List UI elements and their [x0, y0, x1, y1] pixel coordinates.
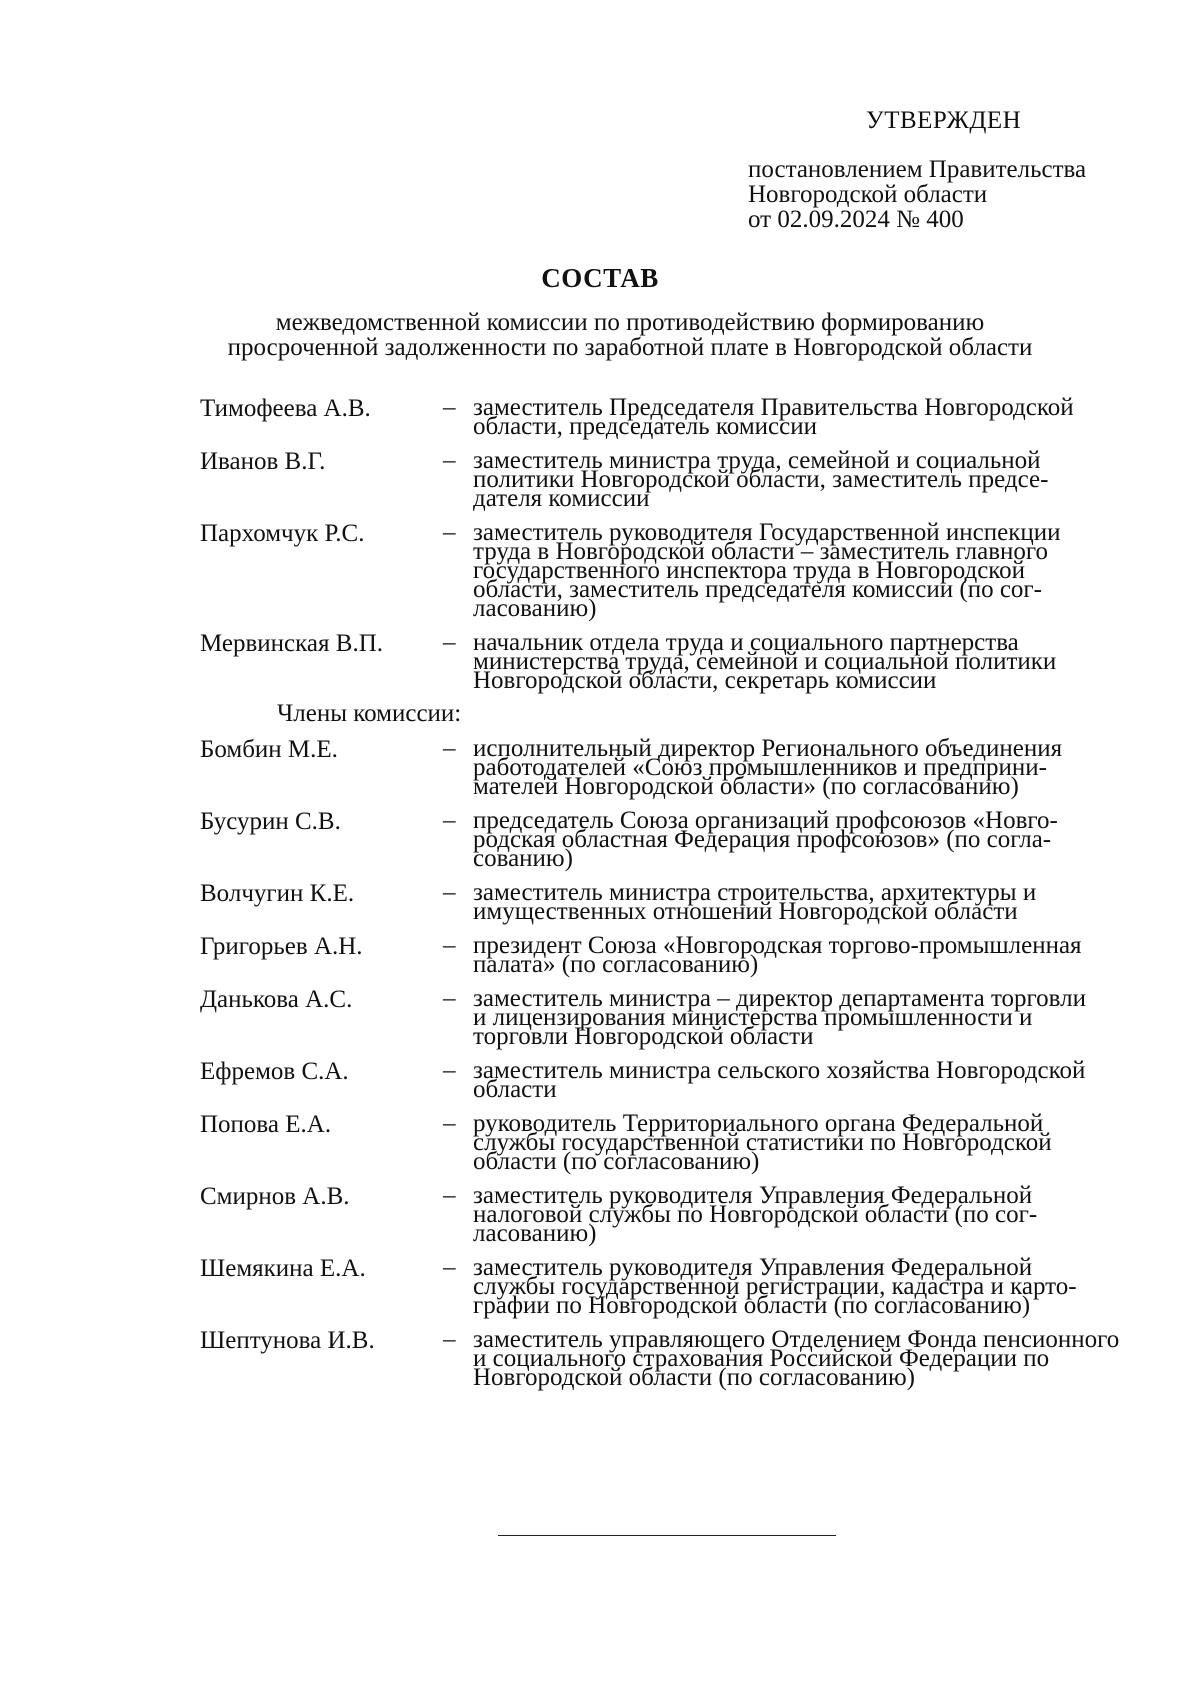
person-name: Шемякина Е.А.	[200, 1255, 366, 1282]
role-line: дателя комиссии	[473, 485, 650, 512]
role-line: палата» (по согласованию)	[473, 951, 759, 978]
role-line: заместитель министра сельского хозяйства Новгородской	[473, 1057, 1086, 1084]
person-role	[473, 1110, 1133, 1175]
role-line: политики Новгородской области, заместитель предсе-	[473, 466, 1049, 493]
commission-entry	[200, 519, 1160, 622]
dash-separator: –	[443, 807, 456, 834]
commission-entry	[200, 932, 1160, 978]
role-line: заместитель министра строительства, архитектуры и	[473, 879, 1037, 906]
person-name: Бомбин М.Е.	[200, 736, 338, 763]
role-line: торговли Новгородской области	[473, 1023, 814, 1050]
role-line: Новгородской области, секретарь комиссии	[473, 667, 937, 694]
role-line: работодателей «Союз промышленников и предприни-	[473, 754, 1047, 781]
commission-entry	[200, 1110, 1160, 1175]
role-line: заместитель министра – директор департамента торговли	[473, 985, 1087, 1012]
person-role	[473, 879, 1133, 925]
person-name: Шептунова И.В.	[200, 1327, 375, 1354]
role-line: родская областная Федерация профсоюзов» (по согла-	[473, 826, 1052, 853]
role-line: области	[473, 1076, 557, 1103]
person-name: Григорьев А.Н.	[200, 933, 363, 960]
person-role	[473, 807, 1133, 872]
role-line: службы государственной статистики по Новгородской	[473, 1129, 1052, 1156]
commission-entry	[200, 985, 1160, 1050]
role-line: налоговой службы по Новгородской области (по сог-	[473, 1201, 1038, 1228]
document-subtitle	[180, 310, 1080, 360]
role-line: председатель Союза организаций профсоюзов «Новго-	[473, 807, 1058, 834]
approval-block	[748, 108, 1168, 232]
approval-line: постановлением Правительства	[748, 156, 1087, 183]
person-name: Мервинская В.П.	[200, 630, 383, 657]
commission-entry	[200, 1182, 1160, 1247]
subtitle-line: межведомственной комиссии по противодействию формированию	[275, 309, 985, 336]
person-role	[473, 932, 1133, 978]
person-role	[473, 735, 1133, 800]
person-name: Ефремов С.А.	[200, 1058, 349, 1085]
person-role	[473, 1182, 1133, 1247]
person-role	[473, 1326, 1133, 1391]
role-line: министерства труда, семейной и социальной политики	[473, 648, 1057, 675]
commission-entry	[200, 807, 1160, 872]
person-name: Смирнов А.В.	[200, 1183, 350, 1210]
dash-separator: –	[443, 735, 456, 762]
role-line: Новгородской области (по согласованию)	[473, 1364, 915, 1391]
commission-entry	[200, 735, 1160, 800]
role-line: области, председатель комиссии	[473, 413, 817, 440]
role-line: труда в Новгородской области – заместитель главного	[473, 538, 1049, 565]
dash-separator: –	[443, 1326, 456, 1353]
person-name: Бусурин С.В.	[200, 808, 341, 835]
dash-separator: –	[443, 1182, 456, 1209]
role-line: исполнительный директор Регионального объединения	[473, 735, 1063, 762]
person-role	[473, 394, 1133, 440]
dash-separator: –	[443, 519, 456, 546]
role-line: заместитель Председателя Правительства Новгородской	[473, 394, 1074, 421]
role-line: ласованию)	[473, 595, 597, 622]
dash-separator: –	[443, 1254, 456, 1281]
person-name: Пархомчук Р.С.	[200, 520, 365, 547]
members-label: Члены комиссии:	[277, 700, 462, 727]
person-name: Волчугин К.Е.	[200, 880, 355, 907]
leadership-section	[200, 394, 1160, 694]
commission-entry	[200, 447, 1160, 512]
role-line: сованию)	[473, 845, 573, 872]
dash-separator: –	[443, 394, 456, 421]
closing-rule	[498, 1535, 836, 1536]
person-name: Данькова А.С.	[200, 986, 353, 1013]
person-name: Попова Е.А.	[200, 1111, 332, 1138]
role-line: области, заместитель председателя комиссии (по сог-	[473, 576, 1043, 603]
commission-list	[200, 394, 1160, 1402]
commission-entry	[200, 629, 1160, 694]
approval-stamp-title: УТВЕРЖДЕН	[866, 107, 1022, 134]
approval-line: Новгородской области	[748, 181, 988, 208]
role-line: службы государственной регистрации, кадастра и карто-	[473, 1273, 1077, 1300]
commission-entry	[200, 1057, 1160, 1103]
role-line: ласованию)	[473, 1220, 597, 1247]
role-line: заместитель руководителя Управления Федеральной	[473, 1182, 1033, 1209]
role-line: руководитель Территориального органа Федеральной	[473, 1110, 1044, 1137]
approval-line: от 02.09.2024 № 400	[748, 206, 964, 233]
role-line: заместитель министра труда, семейной и социальной	[473, 447, 1041, 474]
role-line: имущественных отношений Новгородской области	[473, 898, 1018, 925]
person-role	[473, 519, 1133, 622]
dash-separator: –	[443, 1110, 456, 1137]
role-line: и лицензирования министерства промышленности и	[473, 1004, 1033, 1031]
dash-separator: –	[443, 1057, 456, 1084]
role-line: президент Союза «Новгородская торгово-промышленная	[473, 932, 1082, 959]
role-line: начальник отдела труда и социального партнерства	[473, 629, 1019, 656]
role-line: графии по Новгородской области (по согласованию)	[473, 1292, 1031, 1319]
commission-entry	[200, 1326, 1160, 1391]
dash-separator: –	[443, 447, 456, 474]
person-role	[473, 1057, 1133, 1103]
document-title: СОСТАВ	[541, 263, 659, 293]
role-line: заместитель управляющего Отделением Фонда пенсионного	[473, 1326, 1120, 1353]
dash-separator: –	[443, 985, 456, 1012]
person-role	[473, 985, 1133, 1050]
role-line: заместитель руководителя Государственной инспекции	[473, 519, 1061, 546]
person-role	[473, 629, 1133, 694]
commission-entry	[200, 1254, 1160, 1319]
dash-separator: –	[443, 879, 456, 906]
commission-entry	[200, 879, 1160, 925]
role-line: области (по согласованию)	[473, 1148, 760, 1175]
members-section	[200, 735, 1160, 1391]
role-line: и социального страхования Российской Федерации по	[473, 1345, 1050, 1372]
person-role	[473, 1254, 1133, 1319]
role-line: заместитель руководителя Управления Федеральной	[473, 1254, 1033, 1281]
person-name: Иванов В.Г.	[200, 448, 326, 475]
dash-separator: –	[443, 629, 456, 656]
subtitle-line: просроченной задолженности по заработной плате в Новгородской области	[227, 334, 1033, 361]
dash-separator: –	[443, 932, 456, 959]
person-name: Тимофеева А.В.	[200, 395, 371, 422]
role-line: мателей Новгородской области» (по согласованию)	[473, 773, 1019, 800]
person-role	[473, 447, 1133, 512]
commission-entry	[200, 394, 1160, 440]
role-line: государственного инспектора труда в Новгородской	[473, 557, 1026, 584]
